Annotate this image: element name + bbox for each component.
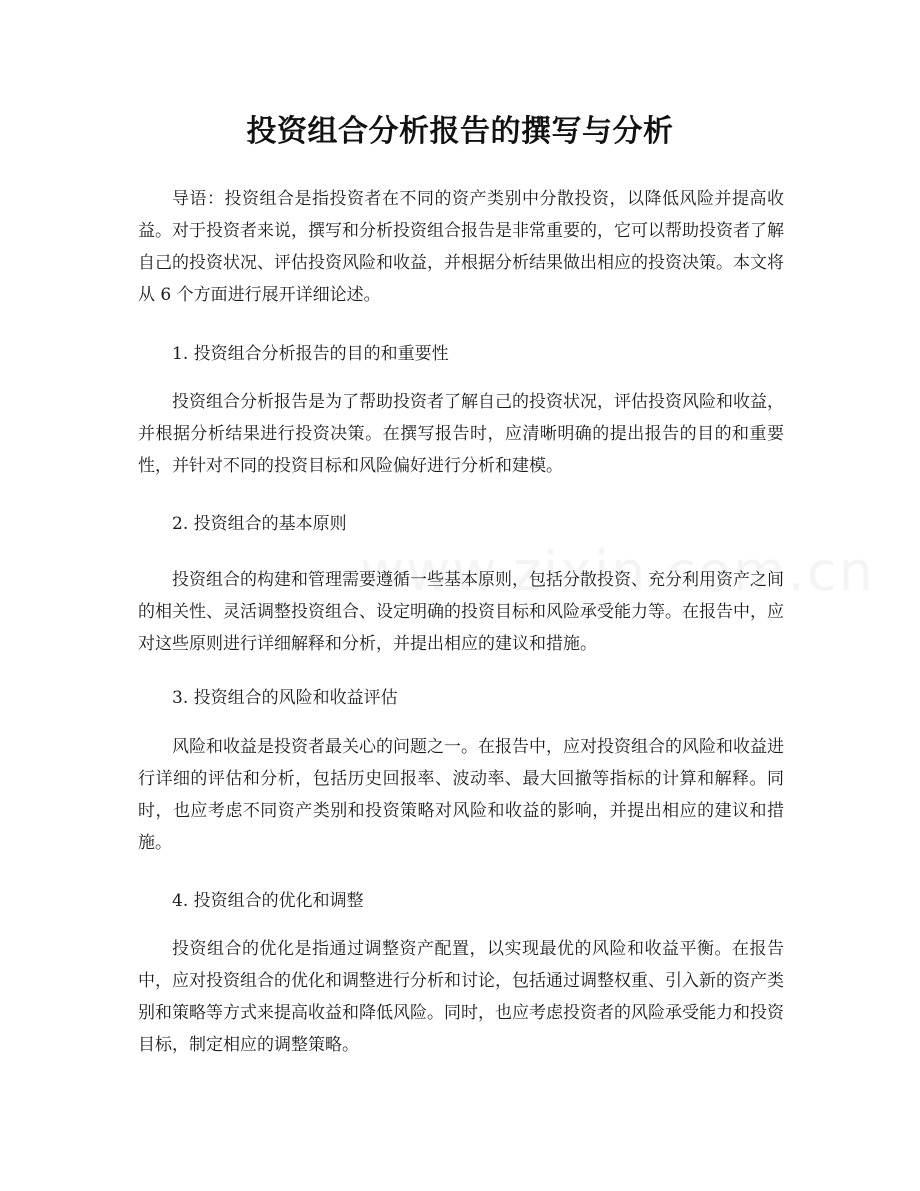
section-paragraph-3: 风险和收益是投资者最关心的问题之一。在报告中，应对投资组合的风险和收益进行详细的评估和分析，包括历史回报率、波动率、最大回撤等指标的计算和解释。同时，也应考虑不同资产类别和投资策略对风险和收益的影响，并提出相应的建议和措施。 bbox=[138, 737, 784, 853]
section-paragraph-4: 投资组合的优化是指通过调整资产配置，以实现最优的风险和收益平衡。在报告中，应对投资组合的优化和调整进行分析和讨论，包括通过调整权重、引入新的资产类别和策略等方式来提高收益和降低风险。同时，也应考虑投资者的风险承受能力和投资目标，制定相应的调整策略。 bbox=[138, 939, 784, 1055]
section-heading-3: 3. 投资组合的风险和收益评估 bbox=[172, 688, 398, 708]
section-paragraph-2: 投资组合的构建和管理需要遵循一些基本原则，包括分散投资、充分利用资产之间的相关性、灵活调整投资组合、设定明确的投资目标和风险承受能力等。在报告中，应对这些原则进行详细解释和分析，并提出相应的建议和措施。 bbox=[138, 570, 784, 654]
section-heading-4: 4. 投资组合的优化和调整 bbox=[172, 891, 364, 911]
section-heading-2: 2. 投资组合的基本原则 bbox=[172, 514, 347, 534]
document-title: 投资组合分析报告的撰写与分析 bbox=[246, 114, 674, 149]
section-paragraph-1: 投资组合分析报告是为了帮助投资者了解自己的投资状况，评估投资风险和收益，并根据分析结果进行投资决策。在撰写报告时，应清晰明确的提出报告的目的和重要性，并针对不同的投资目标和风险偏好进行分析和建模。 bbox=[138, 392, 784, 476]
section-heading-1: 1. 投资组合分析报告的目的和重要性 bbox=[172, 344, 449, 364]
intro-paragraph: 导语：投资组合是指投资者在不同的资产类别中分散投资，以降低风险并提高收益。对于投资者来说，撰写和分析投资组合报告是非常重要的，它可以帮助投资者了解自己的投资状况、评估投资风险和收益，并根据分析结果做出相应的投资决策。本文将从 6 个方面进行展开详细论述。 bbox=[138, 189, 784, 305]
